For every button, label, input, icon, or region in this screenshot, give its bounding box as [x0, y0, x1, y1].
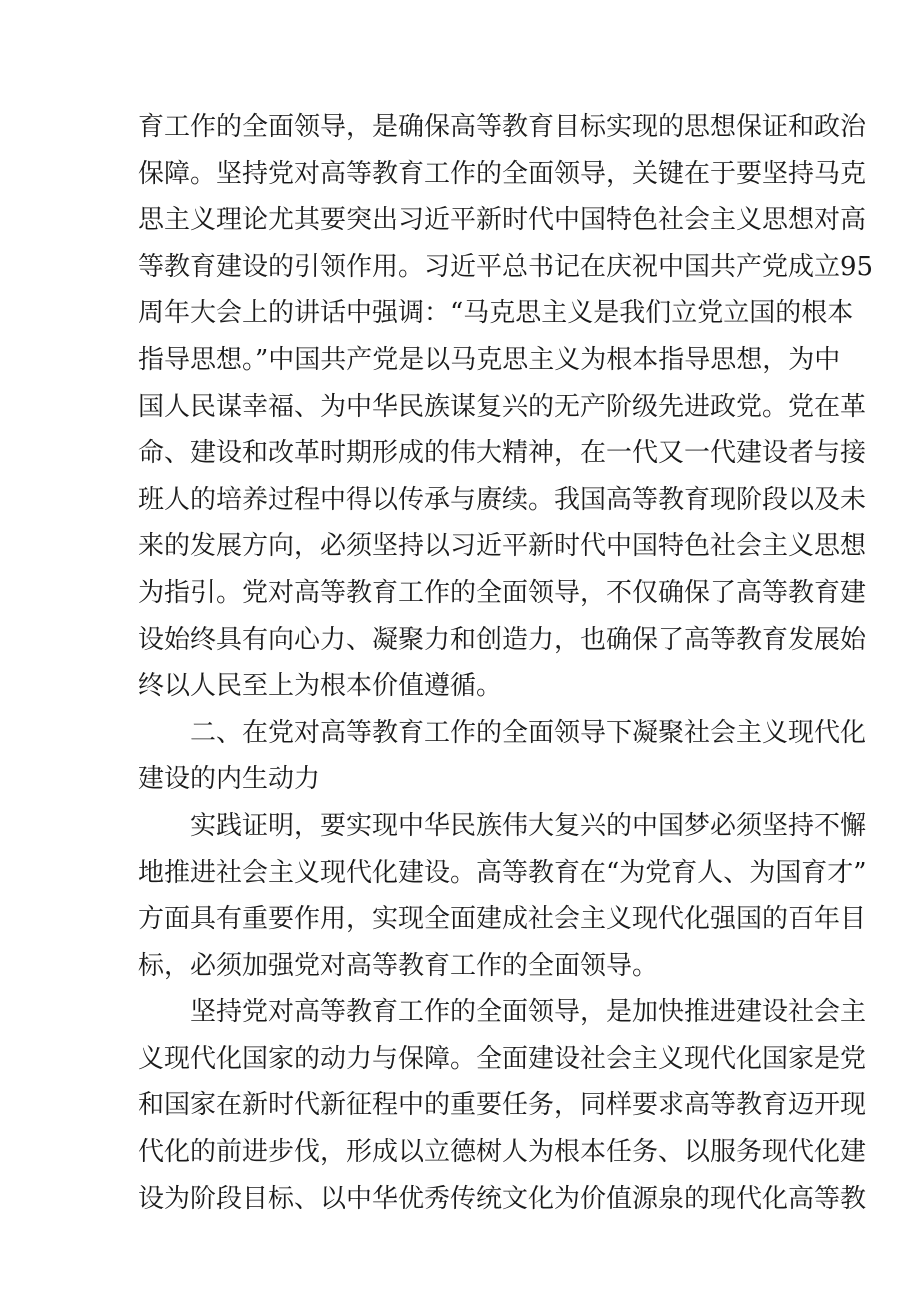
text-line: 保障。坚持党对高等教育工作的全面领导，关键在于要坚持马克 — [138, 158, 867, 189]
text-line: 设始终具有向心力、凝聚力和创造力，也确保了高等教育发展始 — [138, 624, 867, 655]
heading-line: 二、在党对高等教育工作的全面领导下凝聚社会主义现代化 — [190, 717, 867, 748]
text-line: 班人的培养过程中得以传承与赓续。我国高等教育现阶段以及未 — [138, 484, 867, 515]
paragraph-3 — [138, 803, 867, 989]
text-line: 终以人民至上为根本价值遵循。 — [138, 671, 503, 702]
text-line: 标，必须加强党对高等教育工作的全面领导。 — [138, 950, 659, 981]
text-line: 等教育建设的引领作用。习近平总书记在庆祝中国共产党成立95 — [138, 251, 874, 282]
text-line: 地推进社会主义现代化建设。高等教育在“为党育人、为国育才” — [138, 857, 867, 888]
section-heading — [138, 710, 867, 803]
body-text — [138, 104, 874, 1222]
text-line: 代化的前进步伐，形成以立德树人为根本任务、以服务现代化建 — [138, 1137, 867, 1168]
text-line: 为指引。党对高等教育工作的全面领导，不仅确保了高等教育建 — [138, 577, 867, 608]
text-line: 国人民谋幸福、为中华民族谋复兴的无产阶级先进政党。党在革 — [138, 391, 867, 422]
heading-line: 建设的内生动力 — [138, 764, 321, 795]
text-line: 命、建设和改革时期形成的伟大精神，在一代又一代建设者与接 — [138, 438, 867, 469]
paragraph-4 — [138, 989, 867, 1222]
text-line: 来的发展方向，必须坚持以习近平新时代中国特色社会主义思想 — [138, 531, 867, 562]
paragraph-1 — [138, 104, 874, 710]
text-line: 义现代化国家的动力与保障。全面建设社会主义现代化国家是党 — [138, 1043, 867, 1074]
text-line: 指导思想。”中国共产党是以马克思主义为根本指导思想，为中 — [138, 344, 841, 375]
text-line: 育工作的全面领导，是确保高等教育目标实现的思想保证和政治 — [138, 112, 867, 142]
text-line: 坚持党对高等教育工作的全面领导，是加快推进建设社会主 — [190, 997, 867, 1028]
text-line: 设为阶段目标、以中华优秀传统文化为价值源泉的现代化高等教 — [138, 1183, 867, 1214]
text-line: 思主义理论尤其要突出习近平新时代中国特色社会主义思想对高 — [138, 205, 867, 236]
text-line: 实践证明，要实现中华民族伟大复兴的中国梦必须坚持不懈 — [190, 810, 867, 841]
text-line: 和国家在新时代新征程中的重要任务，同样要求高等教育迈开现 — [138, 1090, 867, 1121]
text-line: 方面具有重要作用，实现全面建成社会主义现代化强国的百年目 — [138, 904, 867, 935]
text-line: 周年大会上的讲话中强调：“马克思主义是我们立党立国的根本 — [138, 298, 854, 329]
